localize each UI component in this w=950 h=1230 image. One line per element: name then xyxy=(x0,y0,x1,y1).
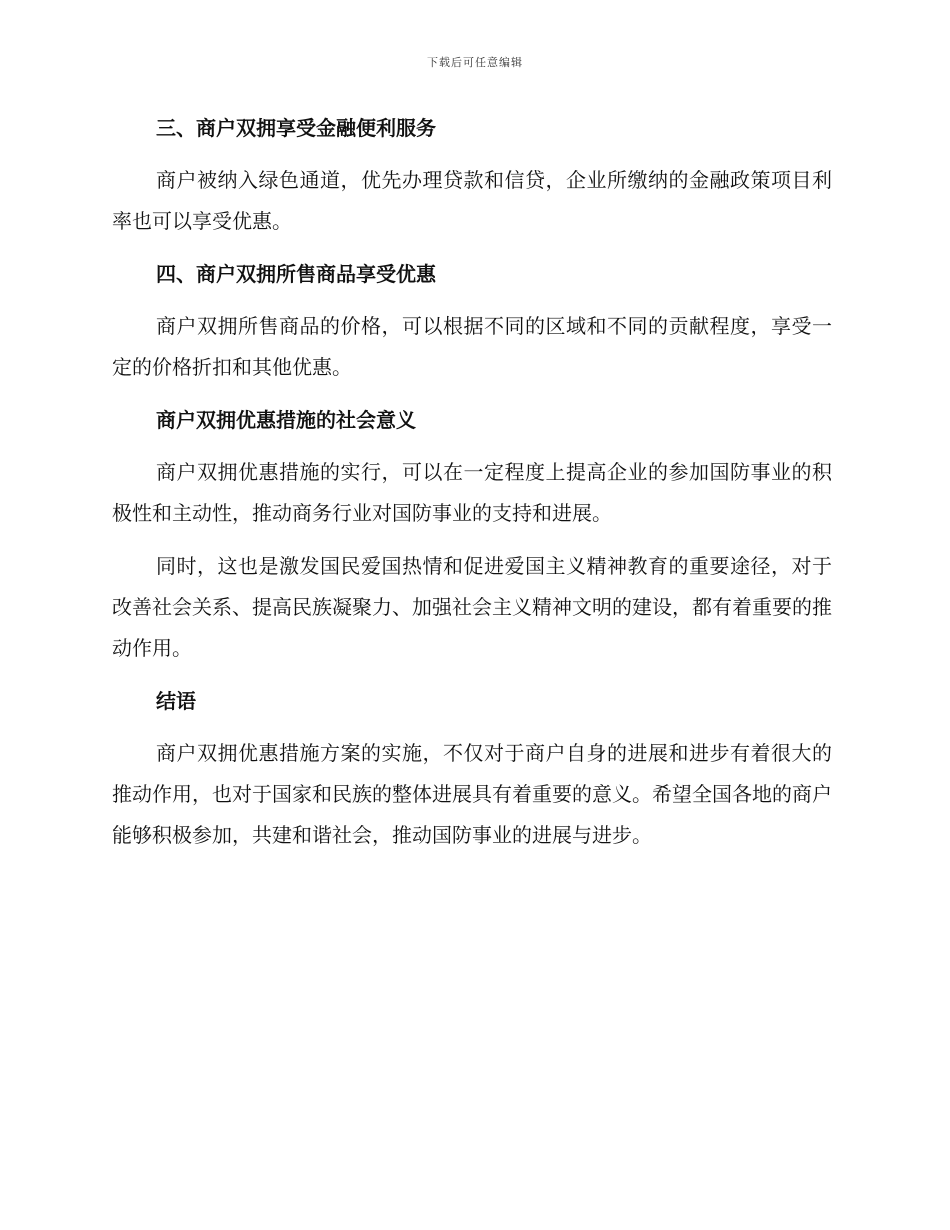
paragraph: 同时，这也是激发国民爱国热情和促进爱国主义精神教育的重要途径，对于改善社会关系、提高民族凝聚力、加强社会主义精神文明的建设，都有着重要的推动作用。 xyxy=(112,554,832,660)
section-heading: 三、商户双拥享受金融便利服务 xyxy=(156,116,436,140)
section-conclusion xyxy=(112,681,832,856)
section-financial-services xyxy=(112,108,832,242)
section-heading: 结语 xyxy=(156,689,196,713)
section-heading: 商户双拥优惠措施的社会意义 xyxy=(156,408,416,432)
section-heading: 四、商户双拥所售商品享受优惠 xyxy=(156,262,436,286)
paragraph: 商户双拥优惠措施的实行，可以在一定程度上提高企业的参加国防事业的积极性和主动性，推动商务行业对国防事业的支持和进展。 xyxy=(112,460,832,525)
section-goods-discount xyxy=(112,254,832,388)
paragraph: 商户双拥优惠措施方案的实施，不仅对于商户自身的进展和进步有着很大的推动作用，也对于国家和民族的整体进展具有着重要的意义。希望全国各地的商户能够积极参加，共建和谐社会，推动国防事业的进展与进步。 xyxy=(112,741,832,847)
paragraph: 商户被纳入绿色通道，优先办理贷款和信贷，企业所缴纳的金融政策项目利率也可以享受优惠。 xyxy=(112,168,832,233)
document-body xyxy=(112,108,832,868)
page-header: 下载后可任意编辑 xyxy=(427,56,523,69)
section-social-significance xyxy=(112,400,832,669)
paragraph: 商户双拥所售商品的价格，可以根据不同的区域和不同的贡献程度，享受一定的价格折扣和其他优惠。 xyxy=(112,314,832,379)
